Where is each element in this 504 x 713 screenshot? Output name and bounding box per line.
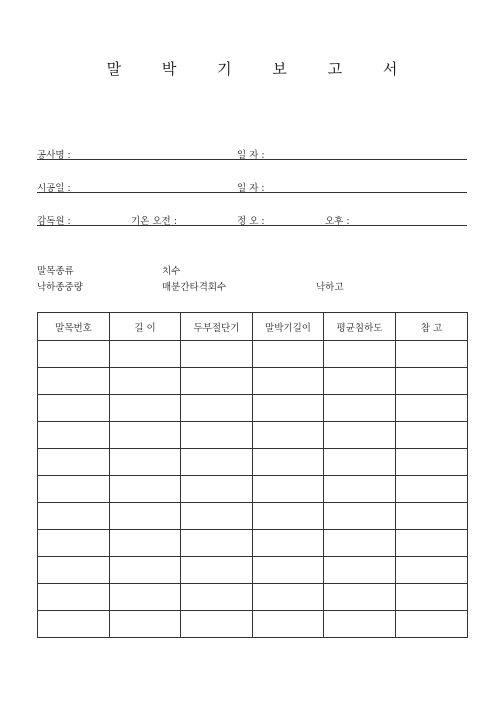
table-row	[38, 341, 468, 368]
table-cell[interactable]	[324, 611, 396, 638]
table-row	[38, 557, 468, 584]
table-cell[interactable]	[396, 449, 468, 476]
table-cell[interactable]	[181, 395, 253, 422]
table-cell[interactable]	[253, 395, 324, 422]
table-cell[interactable]	[110, 503, 181, 530]
temperature-morning-label: 기온 오전 :	[131, 216, 177, 227]
project-name-field[interactable]	[37, 159, 467, 160]
supervisor-field[interactable]	[37, 225, 467, 226]
table-cell[interactable]	[324, 530, 396, 557]
construction-date-field[interactable]	[37, 192, 467, 193]
table-cell[interactable]	[181, 368, 253, 395]
col-header-pile-number: 말목번호	[38, 313, 110, 341]
report-title: 말 박 기 보 고 서	[106, 60, 416, 78]
table-cell[interactable]	[324, 503, 396, 530]
table-cell[interactable]	[253, 368, 324, 395]
date-label-2: 일 자 :	[237, 183, 265, 194]
pile-type-label: 말목종류	[37, 266, 74, 277]
table-cell[interactable]	[181, 530, 253, 557]
afternoon-label: 오후 :	[325, 216, 350, 227]
table-cell[interactable]	[38, 503, 110, 530]
table-cell[interactable]	[38, 341, 110, 368]
hammer-weight-label: 낙하종중량	[37, 282, 83, 293]
table-cell[interactable]	[38, 584, 110, 611]
table-row	[38, 395, 468, 422]
table-cell[interactable]	[38, 395, 110, 422]
table-cell[interactable]	[253, 476, 324, 503]
table-row	[38, 611, 468, 638]
blows-per-minute-label: 매분간타격회수	[162, 282, 227, 293]
table-cell[interactable]	[181, 557, 253, 584]
table-cell[interactable]	[181, 584, 253, 611]
table-cell[interactable]	[110, 395, 181, 422]
supervisor-label: 감독원 :	[37, 216, 71, 227]
table-cell[interactable]	[253, 611, 324, 638]
table-cell[interactable]	[110, 368, 181, 395]
table-cell[interactable]	[324, 341, 396, 368]
table-cell[interactable]	[324, 395, 396, 422]
noon-label: 정 오 :	[237, 216, 265, 227]
table-cell[interactable]	[324, 422, 396, 449]
table-cell[interactable]	[253, 584, 324, 611]
date-label-1: 일 자 :	[237, 150, 265, 161]
table-cell[interactable]	[110, 611, 181, 638]
table-cell[interactable]	[38, 422, 110, 449]
table-cell[interactable]	[110, 557, 181, 584]
table-cell[interactable]	[38, 611, 110, 638]
table-cell[interactable]	[181, 611, 253, 638]
table-cell[interactable]	[38, 530, 110, 557]
dimension-label: 치수	[162, 266, 181, 277]
table-row	[38, 584, 468, 611]
table-cell[interactable]	[181, 341, 253, 368]
table-row	[38, 503, 468, 530]
table-cell[interactable]	[396, 368, 468, 395]
table-cell[interactable]	[110, 449, 181, 476]
table-cell[interactable]	[110, 422, 181, 449]
table-cell[interactable]	[396, 557, 468, 584]
table-cell[interactable]	[38, 449, 110, 476]
pile-driving-table	[37, 312, 468, 638]
col-header-head-cut: 두부절단기	[181, 313, 253, 341]
table-cell[interactable]	[253, 449, 324, 476]
table-cell[interactable]	[324, 368, 396, 395]
table-cell[interactable]	[324, 557, 396, 584]
table-cell[interactable]	[253, 530, 324, 557]
col-header-remarks: 참 고	[396, 313, 468, 341]
table-row	[38, 476, 468, 503]
table-cell[interactable]	[253, 422, 324, 449]
table-cell[interactable]	[110, 584, 181, 611]
project-name-label: 공사명 :	[37, 150, 71, 161]
table-cell[interactable]	[396, 395, 468, 422]
table-cell[interactable]	[181, 449, 253, 476]
table-cell[interactable]	[110, 476, 181, 503]
table-cell[interactable]	[396, 611, 468, 638]
table-cell[interactable]	[396, 422, 468, 449]
table-cell[interactable]	[253, 341, 324, 368]
table-cell[interactable]	[324, 449, 396, 476]
table-cell[interactable]	[324, 584, 396, 611]
table-cell[interactable]	[396, 503, 468, 530]
table-cell[interactable]	[396, 530, 468, 557]
col-header-length: 길 이	[110, 313, 181, 341]
table-cell[interactable]	[38, 557, 110, 584]
construction-date-label: 시공일 :	[37, 183, 71, 194]
table-cell[interactable]	[38, 368, 110, 395]
table-cell[interactable]	[110, 341, 181, 368]
drop-height-label: 낙하고	[316, 282, 344, 293]
table-cell[interactable]	[396, 341, 468, 368]
table-row	[38, 422, 468, 449]
table-cell[interactable]	[181, 503, 253, 530]
table-cell[interactable]	[396, 476, 468, 503]
table-cell[interactable]	[253, 557, 324, 584]
table-body	[38, 341, 468, 638]
table-cell[interactable]	[396, 584, 468, 611]
col-header-driven-length: 말박기길이	[253, 313, 324, 341]
col-header-avg-settlement: 평균침하도	[324, 313, 396, 341]
table-header-row	[38, 313, 468, 341]
table-cell[interactable]	[38, 476, 110, 503]
table-row	[38, 368, 468, 395]
table-cell[interactable]	[181, 422, 253, 449]
table-row	[38, 449, 468, 476]
table-cell[interactable]	[324, 476, 396, 503]
table-row	[38, 530, 468, 557]
table-cell[interactable]	[181, 476, 253, 503]
table-cell[interactable]	[253, 503, 324, 530]
table-cell[interactable]	[110, 530, 181, 557]
